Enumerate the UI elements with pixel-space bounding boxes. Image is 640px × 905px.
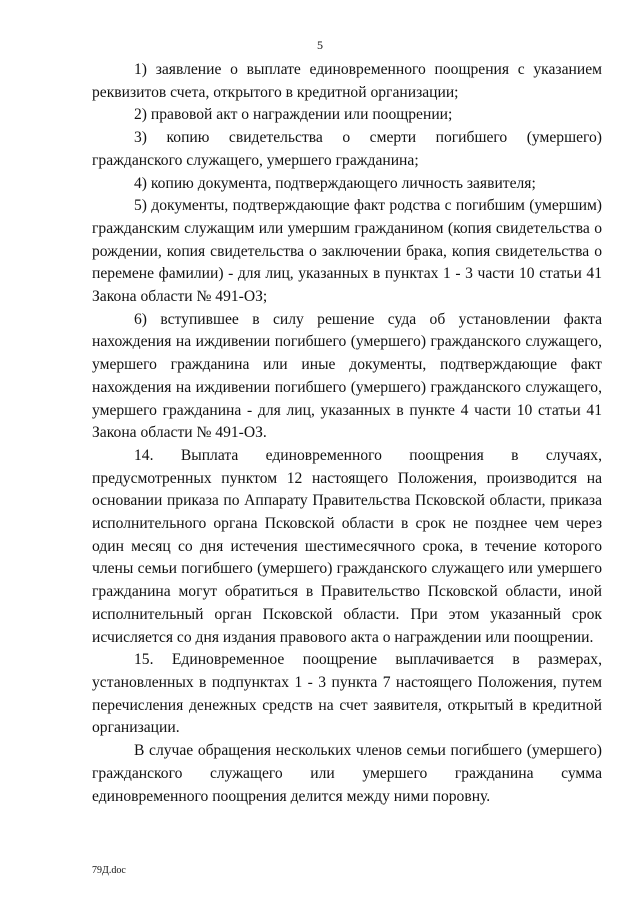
paragraph-section-15: 15. Единовременное поощрение выплачивается в размерах, установленных в подпунктах 1 - 3 пункта 7 настоящего Положения, путем перечисления денежных средств на счет заявителя, открытый в кредитной организации. [92, 651, 602, 737]
paragraph-division: В случае обращения нескольких членов семьи погибшего (умершего) гражданского служащего или умершего гражданина сумма единовременного поощрения делится между ними поровну. [92, 742, 602, 805]
paragraph-item-2: 2) правовой акт о награждении или поощрении; [134, 106, 453, 124]
page-number: 5 [317, 38, 323, 52]
paragraph-item-3: 3) копию свидетельства о смерти погибшего (умершего) гражданского служащего, умершего гражданина; [92, 129, 602, 169]
paragraph-item-5: 5) документы, подтверждающие факт родства с погибшим (умершим) гражданским служащим или умершим гражданином (копия свидетельства о рождении, копия свидетельства о заключении брака, копия свидетельства о перемене фамилии) - для лиц, указанных в пунктах 1 - 3 части 10 статьи 41 Закона области № 491-ОЗ; [92, 197, 602, 306]
paragraph-item-1: 1) заявление о выплате единовременного поощрения с указанием реквизитов счета, открытого в кредитной организации; [92, 61, 602, 101]
paragraph-item-6: 6) вступившее в силу решение суда об установлении факта нахождения на иждивении погибшего (умершего) гражданского служащего, умершего гражданина или иные документы, подтверждающие факт нахождения на иждивении погибшего (умершего) гражданского служащего, умершего гражданина - для лиц, указанных в пункте 4 части 10 статьи 41 Закона области № 491-ОЗ. [92, 310, 602, 442]
paragraph-item-4: 4) копию документа, подтверждающего личность заявителя; [134, 174, 536, 192]
file-name-footer: 79Д.doc [92, 865, 126, 876]
paragraph-section-14: 14. Выплата единовременного поощрения в случаях, предусмотренных пунктом 12 настоящего Положения, производится на основании приказа по Аппарату Правительства Псковской области, приказа исполнительного органа Псковской области в срок не позднее чем через один месяц со дня истечения шестимесячного срока, в течение которого члены семьи погибшего (умершего) гражданского служащего или умершего гражданина могут обратиться в Правительство Псковской области, иной исполнительный орган Псковской области. При этом указанный срок исчисляется со дня издания правового акта о награждении или поощрении. [92, 446, 602, 646]
document-body [92, 59, 602, 808]
